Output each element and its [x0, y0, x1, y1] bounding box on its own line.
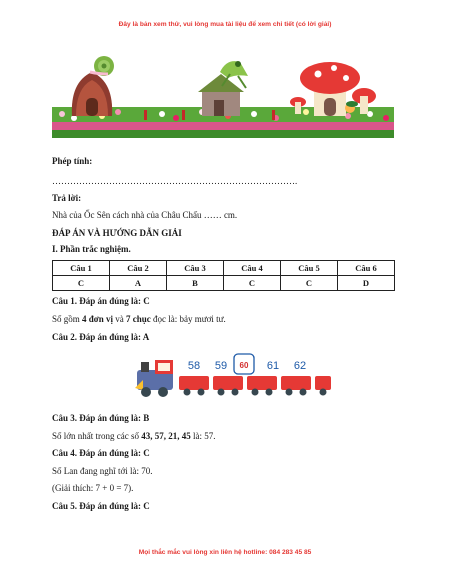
- table-header-cell: Câu 2: [110, 261, 167, 276]
- text-run: Số gồm: [52, 314, 83, 324]
- train-number: 61: [266, 360, 280, 372]
- table-cell: C: [224, 276, 281, 291]
- table-cell: B: [167, 276, 224, 291]
- q3-title: Câu 3. Đáp án đúng là: B: [52, 413, 150, 423]
- table-header-cell: Câu 4: [224, 261, 281, 276]
- tra-loi-label: Trả lời:: [52, 193, 82, 203]
- table-cell: D: [338, 276, 395, 291]
- table-header-cell: Câu 3: [167, 261, 224, 276]
- train-number: 62: [293, 360, 307, 372]
- q1-explanation: [52, 314, 226, 324]
- preview-notice: Đây là bản xem thử, vui lòng mua tài liệu để xem chi tiết (có lời giải): [118, 21, 332, 28]
- train-number-highlighted: 60: [239, 361, 249, 370]
- text-run: và: [113, 314, 127, 324]
- q5-title: Câu 5. Đáp án đúng là: C: [52, 501, 150, 511]
- table-header-cell: Câu 6: [338, 261, 395, 276]
- section-title: ĐÁP ÁN VÀ HƯỚNG DẪN GIẢI: [52, 228, 182, 238]
- garden-illustration: [52, 52, 394, 142]
- part-title: I. Phần trắc nghiệm.: [52, 244, 131, 254]
- table-header-cell: Câu 5: [281, 261, 338, 276]
- train-illustration: [133, 350, 333, 400]
- text-run-bold: 43, 57, 21, 45: [141, 431, 191, 441]
- locomotive: [135, 360, 173, 397]
- snail-house: [72, 56, 114, 116]
- table-cell: A: [110, 276, 167, 291]
- phep-tinh-label: Phép tính:: [52, 156, 93, 166]
- text-run-bold: 7 chục: [126, 314, 151, 324]
- text-run-bold: 4 đơn vị: [82, 314, 114, 324]
- train-number: 59: [214, 360, 228, 372]
- answer-table-header-row: [53, 261, 395, 276]
- text-run: là: 57.: [190, 431, 216, 441]
- table-header-cell: Câu 1: [53, 261, 110, 276]
- q3-explanation: [52, 431, 216, 441]
- text-run: đọc là: bảy mươi tư.: [150, 314, 226, 324]
- table-cell: C: [281, 276, 338, 291]
- q4-title: Câu 4. Đáp án đúng là: C: [52, 448, 150, 458]
- q4-explanation: Số Lan đang nghĩ tới là: 70.: [52, 466, 153, 476]
- train-number: 58: [187, 360, 201, 372]
- table-cell: C: [53, 276, 110, 291]
- wagons: [179, 376, 331, 396]
- dotted-answer-line: ……………………………………………………………………….: [52, 176, 298, 186]
- text-run: Số lớn nhất trong các số: [52, 431, 142, 441]
- answer-table-row: [53, 276, 395, 291]
- answer-table: [52, 260, 395, 291]
- q1-title: Câu 1. Đáp án đúng là: C: [52, 296, 150, 306]
- q2-title: Câu 2. Đáp án đúng là: A: [52, 332, 150, 342]
- hotline-notice: Mọi thắc mắc vui lòng xin liên hệ hotline: 084 283 45 85: [138, 549, 312, 556]
- answer-sentence: Nhà của Ốc Sên cách nhà của Châu Chấu …… cm.: [52, 210, 238, 220]
- q4-explanation-note: (Giải thích: 7 + 0 = 7).: [52, 483, 134, 493]
